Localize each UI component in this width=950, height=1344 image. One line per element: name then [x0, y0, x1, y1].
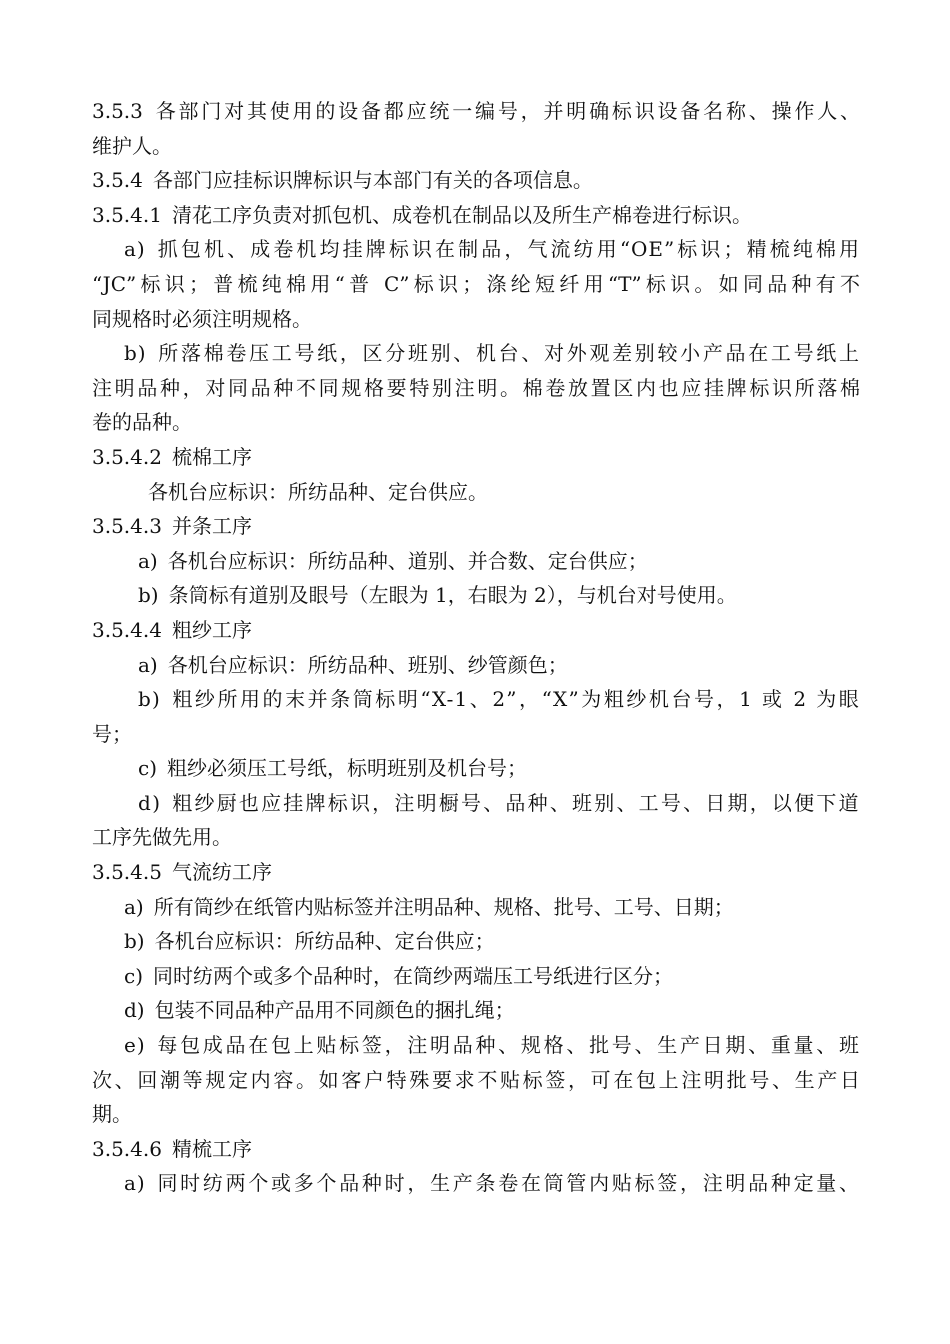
section-number: d)	[138, 790, 162, 815]
text-line	[92, 302, 860, 337]
text-line	[92, 890, 860, 925]
line-text: “JC”标识；普梳纯棉用“普 C”标识；涤纶短纤用“T”标识。如同品种有不	[92, 271, 860, 296]
line-text: 梳棉工序	[171, 444, 252, 469]
text-line	[92, 371, 860, 406]
section-number: b)	[124, 929, 145, 954]
text-line	[92, 336, 860, 371]
line-text: 粗纱所用的末并条筒标明“X-1、2”，“X”为粗纱机台号，1 或 2 为眼	[171, 687, 860, 712]
section-number: d)	[124, 998, 145, 1023]
line-text: 清花工序负责对抓包机、成卷机在制品以及所生产棉卷进行标识。	[171, 202, 752, 227]
section-number: 3.5.3	[92, 99, 143, 123]
text-line	[92, 129, 860, 164]
section-number: a)	[124, 237, 146, 262]
text-line	[92, 648, 860, 683]
line-text: 同时纺两个或多个品种时，生产条卷在筒管内贴标签，注明品种定量、	[155, 1171, 860, 1196]
text-line	[92, 959, 860, 994]
text-line	[92, 509, 860, 544]
line-text: 抓包机、成卷机均挂牌标识在制品，气流纺用“OE”标识；精梳纯棉用	[155, 237, 860, 262]
line-text: 条筒标有道别及眼号（左眼为 1，右眼为 2），与机台对号使用。	[168, 583, 737, 608]
text-line	[92, 94, 860, 129]
line-text: 各机台应标识：所纺品种、定台供应。	[148, 479, 488, 504]
section-number: 3.5.4.4	[92, 617, 162, 642]
line-text: 精梳工序	[171, 1136, 252, 1161]
line-text: 各机台应标识：所纺品种、定台供应；	[154, 929, 495, 954]
line-text: 粗纱工序	[171, 617, 252, 642]
line-text: 粗纱必须压工号纸，标明班别及机台号；	[167, 756, 528, 781]
text-line	[92, 924, 860, 959]
text-line	[92, 786, 860, 821]
section-number: 3.5.4	[92, 168, 143, 193]
line-text: 工序先做先用。	[92, 825, 232, 850]
line-text: 同规格时必须注明规格。	[92, 306, 312, 331]
text-line	[92, 820, 860, 855]
section-number: 3.5.4.3	[92, 514, 162, 539]
line-text: 包装不同品种产品用不同颜色的捆扎绳；	[154, 998, 515, 1023]
section-number: a)	[138, 548, 158, 573]
text-line	[92, 993, 860, 1028]
line-text: 卷的品种。	[92, 410, 192, 435]
line-text: 各机台应标识：所纺品种、班别、纱管颜色；	[167, 652, 568, 677]
section-number: b)	[138, 583, 159, 608]
section-number: a)	[124, 894, 144, 919]
text-line	[92, 198, 860, 233]
text-line	[92, 613, 860, 648]
text-line	[92, 578, 860, 613]
line-text: 注明品种，对同品种不同规格要特别注明。棉卷放置区内也应挂牌标识所落棉	[92, 375, 860, 400]
line-text: 粗纱厨也应挂牌标识，注明橱号、品种、班别、工号、日期，以便下道	[171, 790, 860, 815]
text-line	[92, 751, 860, 786]
section-number: c)	[138, 756, 158, 781]
line-text: 并条工序	[171, 514, 252, 539]
line-text: 各机台应标识：所纺品种、道别、并合数、定台供应；	[167, 548, 648, 573]
line-text: 所落棉卷压工号纸，区分班别、机台、对外观差别较小产品在工号纸上	[156, 341, 860, 366]
text-line	[92, 544, 860, 579]
section-number: 3.5.4.2	[92, 444, 162, 469]
text-line	[92, 1028, 860, 1063]
text-line	[92, 1132, 860, 1167]
section-number: 3.5.4.6	[92, 1136, 162, 1161]
text-line	[92, 1063, 860, 1098]
document-body	[92, 94, 860, 1201]
section-number: 3.5.4.5	[92, 860, 162, 885]
text-line	[92, 405, 860, 440]
line-text: 同时纺两个或多个品种时，在筒纱两端压工号纸进行区分；	[153, 963, 674, 988]
line-text: 期。	[92, 1102, 132, 1127]
section-number: a)	[138, 652, 158, 677]
text-line	[92, 267, 860, 302]
line-text: 维护人。	[92, 133, 172, 158]
text-line	[92, 163, 860, 198]
section-number: 3.5.4.1	[92, 202, 162, 227]
line-text: 各部门对其使用的设备都应统一编号，并明确标识设备名称、操作人、	[152, 99, 860, 123]
text-line	[92, 717, 860, 752]
text-line	[92, 855, 860, 890]
line-text: 气流纺工序	[171, 860, 272, 885]
section-number: e)	[124, 1033, 146, 1058]
text-line	[92, 1097, 860, 1132]
text-line	[92, 232, 860, 267]
text-line	[92, 475, 860, 510]
section-number: a)	[124, 1171, 146, 1196]
line-text: 每包成品在包上贴标签，注明品种、规格、批号、生产日期、重量、班	[155, 1033, 860, 1058]
line-text: 号；	[92, 721, 132, 746]
section-number: c)	[124, 963, 144, 988]
text-line	[92, 440, 860, 475]
text-line	[92, 682, 860, 717]
line-text: 次、回潮等规定内容。如客户特殊要求不贴标签，可在包上注明批号、生产日	[92, 1067, 860, 1092]
section-number: b)	[138, 687, 162, 712]
section-number: b)	[124, 341, 147, 366]
line-text: 所有筒纱在纸管内贴标签并注明品种、规格、批号、工号、日期；	[153, 894, 734, 919]
text-line	[92, 1166, 860, 1201]
line-text: 各部门应挂标识牌标识与本部门有关的各项信息。	[152, 168, 593, 193]
